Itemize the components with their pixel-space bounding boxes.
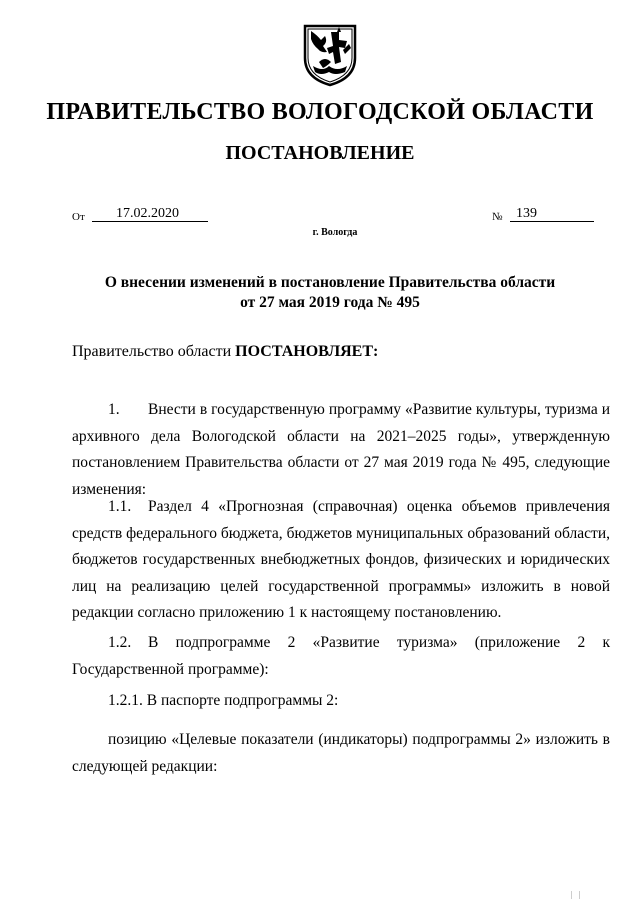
paragraph-1-2 xyxy=(72,630,610,683)
vologda-coat-of-arms-icon xyxy=(301,22,359,88)
paragraph-1 xyxy=(72,397,610,503)
paragraph-1-2-text: В подпрограмме 2 «Развитие туризма» (приложение 2 к Государственной программе): xyxy=(72,634,610,678)
resolve-word: ПОСТАНОВЛЯЕТ: xyxy=(235,343,379,360)
number-prefix: № xyxy=(492,211,503,223)
resolve-statement xyxy=(72,343,378,361)
government-title: ПРАВИТЕЛЬСТВО ВОЛОГОДСКОЙ ОБЛАСТИ xyxy=(46,99,594,125)
paragraph-1-text: Внести в государственную программу «Развитие культуры, туризма и архивного дела Вологодской области на 2021–2025 годы», утвержденную постановлением Правительства области от 27 мая 2019 года № 495, следующие изменения: xyxy=(72,401,610,498)
paragraph-1-number: 1. xyxy=(108,401,120,418)
paragraph-1-1 xyxy=(72,494,610,627)
subject-line-1: О внесении изменений в постановление Правительства области xyxy=(104,274,556,291)
page-corner-mark: | | xyxy=(571,890,581,899)
paragraph-1-1-number: 1.1. xyxy=(108,498,132,515)
document-subject xyxy=(80,273,580,313)
document-type-title: ПОСТАНОВЛЕНИЕ xyxy=(225,142,415,164)
paragraph-1-2-number: 1.2. xyxy=(108,634,132,651)
city-label: г. Вологда xyxy=(312,227,358,238)
paragraph-position: позицию «Целевые показатели (индикаторы) подпрограммы 2» изложить в следующей редакции: xyxy=(72,731,610,775)
date-prefix: От xyxy=(72,211,85,223)
paragraph-1-1-text: Раздел 4 «Прогнозная (справочная) оценка объемов привлечения средств федерального бюджета, бюджетов муниципальных образований области, бюджетов государственных внебюджетных фондов, физических и юридических лиц на реализацию целей государственной программы» изложить в новой редакции согласно приложению 1 к настоящему постановлению. xyxy=(72,498,610,621)
resolve-prefix: Правительство области xyxy=(72,343,236,360)
document-number: 139 xyxy=(510,206,594,222)
document-date: 17.02.2020 xyxy=(92,206,208,222)
subject-line-2: от 27 мая 2019 года № 495 xyxy=(240,294,420,311)
paragraph-1-2-1: 1.2.1. В паспорте подпрограммы 2: xyxy=(108,692,339,709)
